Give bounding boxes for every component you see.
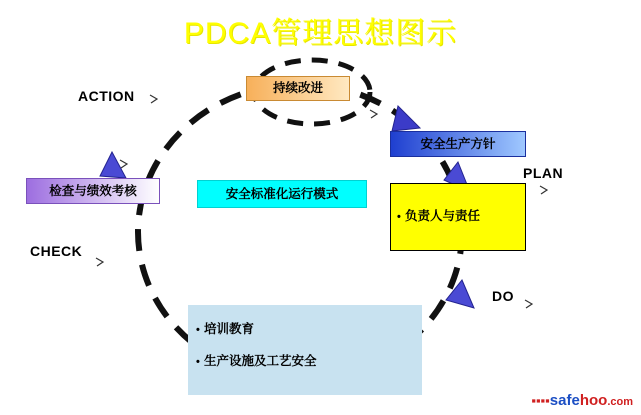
watermark-hoo: hoo <box>579 392 608 409</box>
arrowhead-left <box>100 152 126 178</box>
duty-bullet-1-text: 负责人与责任 <box>405 209 481 223</box>
stage-label-plan: PLAN <box>523 165 564 181</box>
bullet-dot-icon: • <box>196 356 200 368</box>
box-safety-standardization-mode: 安全标准化运行模式 <box>197 180 367 208</box>
box-continuous-improvement: 持续改进 <box>246 76 350 101</box>
train-bullet-1 <box>196 319 422 337</box>
stage-label-do: DO <box>492 288 514 304</box>
watermark-com: .com <box>607 396 633 408</box>
watermark-logo <box>531 392 633 409</box>
box-responsible-person <box>390 183 526 251</box>
train-bullet-2-text: 生产设施及工艺安全 <box>204 354 317 368</box>
bullet-dot-icon: • <box>397 211 401 223</box>
train-bullet-2 <box>196 351 422 369</box>
page-title: PDCA管理思想图示 <box>183 17 458 50</box>
stage-label-check: CHECK <box>30 243 83 259</box>
box-safety-production-policy: 安全生产方针 <box>390 131 526 157</box>
box-inspection-performance: 检查与绩效考核 <box>26 178 160 204</box>
train-bullet-1-text: 培训教育 <box>204 322 255 336</box>
watermark-dots: ▪▪▪▪ <box>531 393 550 408</box>
duty-bullet-1 <box>397 206 525 224</box>
watermark-safe: safe <box>549 392 580 409</box>
box-training-facilities <box>188 305 422 395</box>
bullet-dot-icon: • <box>196 324 200 336</box>
stage-label-action: ACTION <box>78 88 135 104</box>
